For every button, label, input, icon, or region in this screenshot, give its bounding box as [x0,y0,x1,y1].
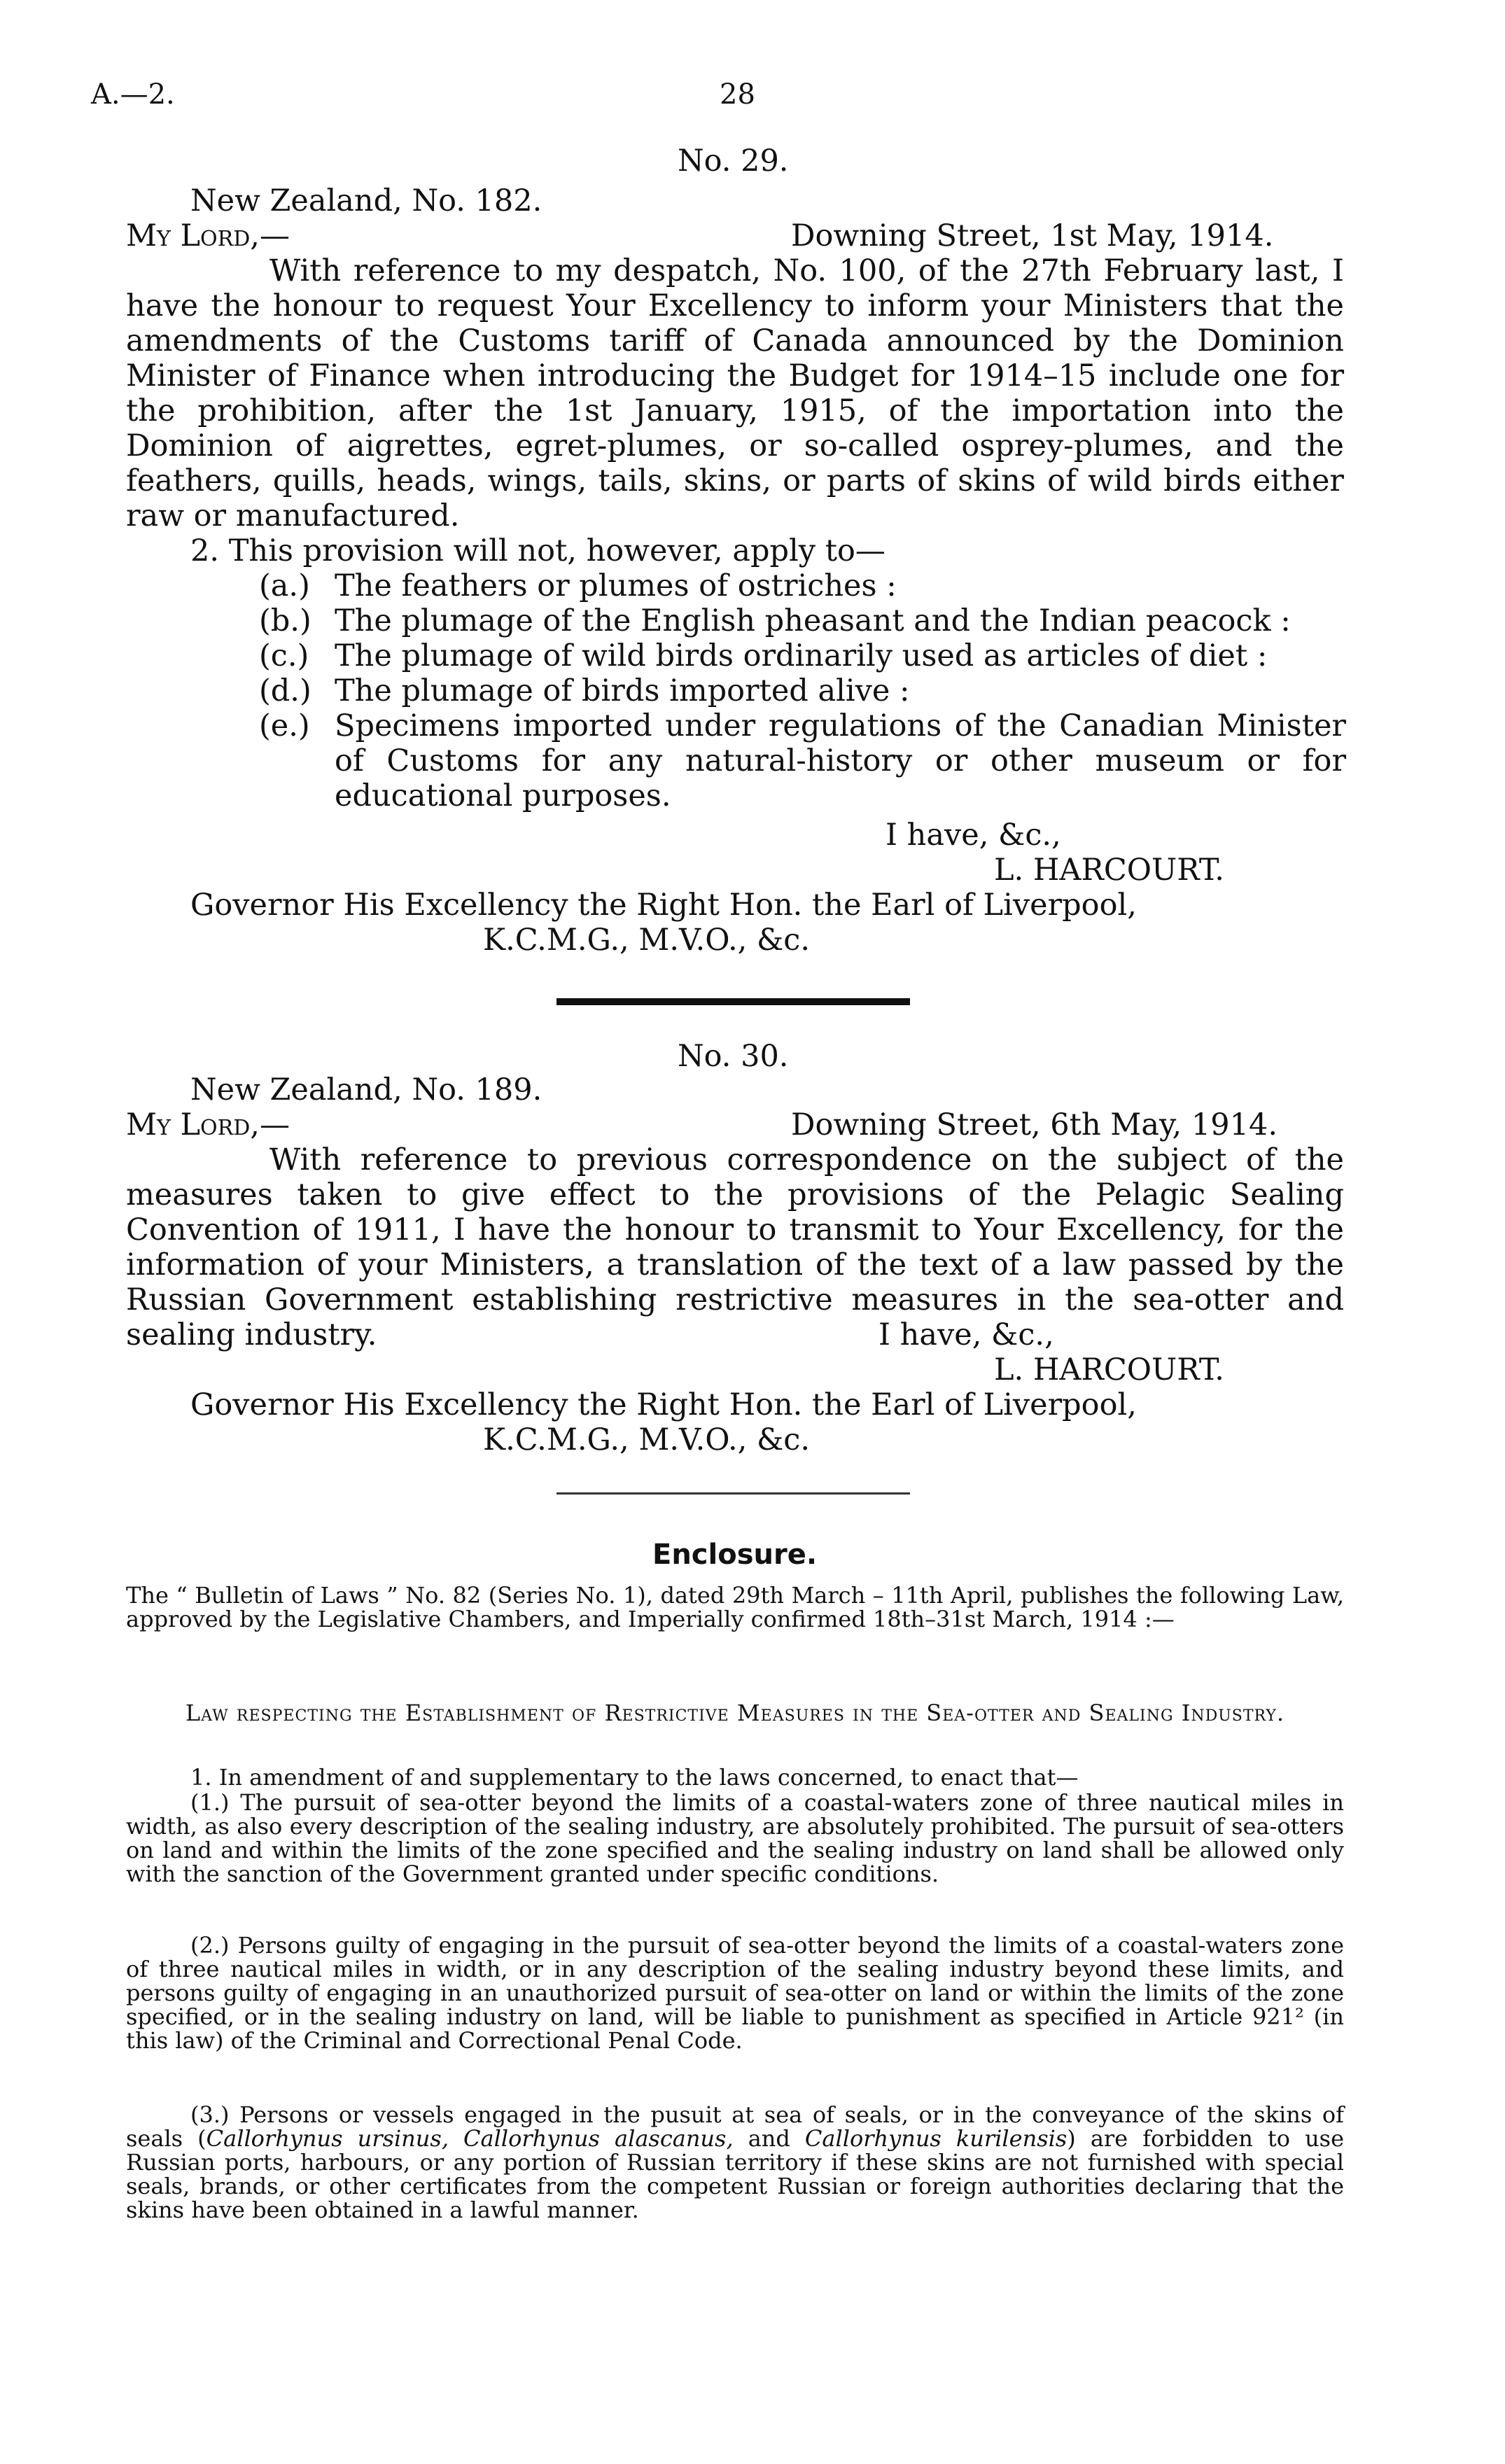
law-subclause-1: (1.) The pursuit of sea-otter beyond the limits of a coastal-waters zone of three nautical miles in width, as also every description of the sealing industry, are absolutely prohibited. The pursuit of sea-otters on land and within the limits of the zone specified and the sealing industry on land shall be allowed only with the sanction of the Government granted under specific conditions. [126,1789,1344,1887]
list-item-mark: (c.) [259,638,309,673]
list-item-mark: (e.) [259,708,310,743]
letter-30-reference: New Zealand, No. 189. [190,1072,542,1107]
species-name: Callorhynus kurilensis [804,2125,1068,2152]
list-item-text: The plumage of wild birds ordinarily used as articles of diet : [335,638,1268,673]
letter-30-addressee: Governor His Excellency the Right Hon. the Earl of Liverpool, [190,1387,1137,1422]
letter-29-addressee-honours: K.C.M.G., M.V.O., &c. [483,923,811,958]
list-item-mark: (b.) [259,603,312,638]
list-item-mark: (a.) [259,568,310,603]
law-subclause-2: (2.) Persons guilty of engaging in the pursuit of sea-otter beyond the limits of a coastal-waters zone of three nautical miles in width, or in any description of the sealing industry beyond these limits, and persons guilty of engaging in an unauthorized pursuit of sea-otter on land or within the limits of the zone specified, or in the sealing industry on land, will be liable to punishment as specified in Article 921² (in this law) of the Criminal and Correctional Penal Code. [126,1932,1344,2054]
letter-30-closing: I have, &c., [878,1317,1054,1352]
list-item-text: The plumage of the English pheasant and the Indian peacock : [335,603,1291,638]
subclause-3-text: and [733,2125,805,2152]
section-divider-thick [556,998,910,1005]
letter-29-closing: I have, &c., [886,818,1061,853]
letter-30-body: With reference to previous correspondence on the subject of the measures taken to give effect to the provisions of the Pelagic Sealing Convention of 1911, I have the honour to transmit to Your Excellency, for the information of your Ministers, a translation of the text of a law passed by the Russian Government establishing restrictive measures in the sea-otter and sealing industry. [126,1142,1344,1352]
letter-29-reference: New Zealand, No. 182. [190,183,542,218]
letter-29-signature: L. HARCOURT. [994,853,1224,888]
subclause-3-text: ) are forbidden to use Russian ports, harbours, or any portion of Russian territory if these skins are not furnished with special seals, brands, or other certificates from the competent Russian or foreign authorities declaring that the skins have been obtained in a lawful manner. [126,2125,1345,2223]
letter-30-number: No. 30. [678,1039,789,1074]
letter-30-address-date: Downing Street, 6th May, 1914. [791,1107,1278,1142]
list-item-text: The feathers or plumes of ostriches : [335,568,897,603]
law-clause-1: 1. In amendment of and supplementary to the laws concerned, to enact that— [190,1764,1079,1791]
list-item-text: Specimens imported under regulations of the Canadian Minister of Customs for any natural-history or other museum or for educational purposes. [335,708,1346,813]
species-name: Callorhynus ursinus, Callorhynus alascanus, [206,2125,734,2152]
letter-29-address-date: Downing Street, 1st May, 1914. [791,218,1274,253]
enclosure-heading: Enclosure. [652,1539,818,1571]
law-title: Law respecting the Establishment of Restrictive Measures in the Sea-otter and Sealing Industry. [185,1700,1285,1726]
letter-29-body: With reference to my despatch, No. 100, of the 27th February last, I have the honour to request Your Excellency to inform your Ministers that the amendments of the Customs tariff of Canada announced by the Dominion Minister of Finance when introducing the Budget for 1914–15 include one for the prohibition, after the 1st January, 1915, of the importation into the Dominion of aigrettes, egret-plumes, or so-called osprey-plumes, and the feathers, quills, heads, wings, tails, skins, or parts of skins of wild birds either raw or manufactured. [126,253,1344,533]
letter-29-para-2: 2. This provision will not, however, apply to— [190,533,886,568]
letter-29-number: No. 29. [678,144,789,178]
letter-30-signature: L. HARCOURT. [994,1352,1224,1387]
letter-30-addressee-honours: K.C.M.G., M.V.O., &c. [483,1422,811,1457]
enclosure-intro: The “ Bulletin of Laws ” No. 82 (Series No. 1), dated 29th March – 11th April, publishes the following Law, approved by the Legislative Chambers, and Imperially confirmed 18th–31st March, 1914 :— [126,1582,1344,1632]
letter-30-salutation: My Lord,— [126,1107,290,1142]
subclause-3-text: (3.) Persons or vessels engaged in the pusuit at sea of seals, or in the conveyance of the skins of seals ( [126,2101,1344,2152]
section-divider-thin [556,1492,910,1494]
page-number: 28 [720,78,755,111]
running-header-left: A.—2. [91,78,175,111]
letter-29-salutation: My Lord,— [126,218,290,253]
list-item-text: The plumage of birds imported alive : [335,673,910,708]
letter-29-addressee: Governor His Excellency the Right Hon. the Earl of Liverpool, [190,888,1137,923]
list-item-mark: (d.) [259,673,312,708]
law-subclause-3 [126,2103,1344,2222]
